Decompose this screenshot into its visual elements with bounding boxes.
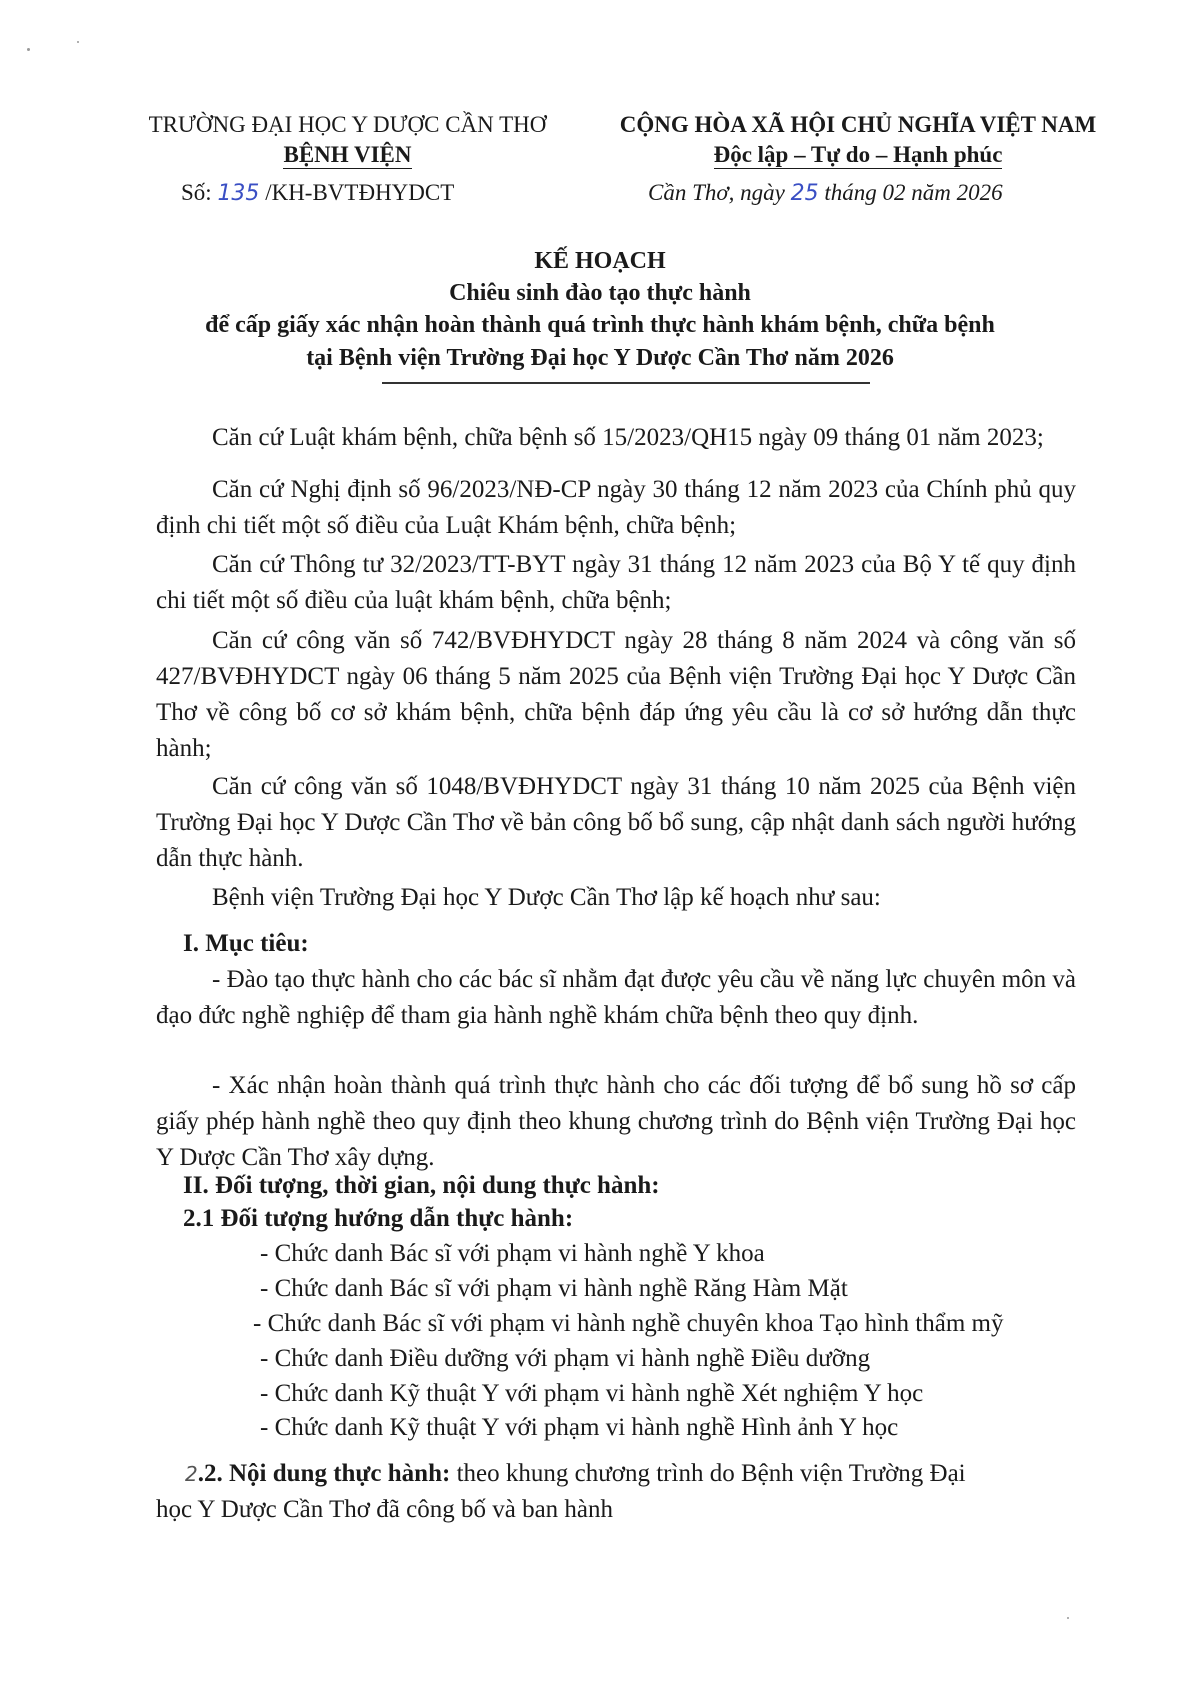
national-motto: Độc lập – Tự do – Hạnh phúc [713, 142, 1003, 167]
date-suffix: tháng 02 năm 2026 [824, 180, 1003, 205]
section-2-2-heading: .2. Nội dung thực hành: [197, 1460, 451, 1487]
header-left [100, 112, 595, 138]
section-2-2-continuation: học Y Dược Cần Thơ đã công bố và ban hành [156, 1496, 614, 1523]
university-name: TRƯỜNG ĐẠI HỌC Y DƯỢC CẦN THƠ [148, 112, 547, 137]
title-divider [382, 382, 870, 384]
date-prefix: Cần Thơ, ngày [648, 180, 785, 205]
section-2-1-heading: 2.1 Đối tượng hướng dẫn thực hành: [183, 1205, 574, 1232]
intro-paragraph [156, 880, 1076, 916]
unit-name-wrap [100, 142, 595, 168]
scan-speck [27, 48, 30, 51]
legal-basis-text: Căn cứ Nghị định số 96/2023/NĐ-CP ngày 30 tháng 12 năm 2023 của Chính phủ quy định chi tiết một số điều của Luật Khám bệnh, chữa bệnh; [156, 476, 1076, 539]
title-line-1: Chiêu sinh đào tạo thực hành [449, 280, 751, 306]
legal-basis-5 [156, 769, 1076, 877]
legal-basis-2 [156, 472, 1076, 544]
nation-name: CỘNG HÒA XÃ HỘI CHỦ NGHĨA VIỆT NAM [619, 112, 1097, 137]
scan-speck [77, 41, 79, 43]
date-day-handwritten: 25 [790, 181, 819, 206]
section-1-heading: I. Mục tiêu: [183, 930, 309, 957]
scan-speck [1067, 1617, 1069, 1619]
section-2-2-handwritten-number: 2 [185, 1462, 198, 1486]
title-line-2: để cấp giấy xác nhận hoàn thành quá trình thực hành khám bệnh, chữa bệnh [205, 312, 995, 338]
doc-number-suffix: /KH-BVTĐHYDCT [265, 180, 455, 205]
section-2-2-text: theo khung chương trình do Bệnh viện Trường Đại [450, 1460, 966, 1487]
legal-basis-text: Căn cứ Luật khám bệnh, chữa bệnh số 15/2023/QH15 ngày 09 tháng 01 năm 2023; [212, 424, 1044, 451]
intro-text: Bệnh viện Trường Đại học Y Dược Cần Thơ lập kế hoạch như sau: [212, 884, 881, 911]
legal-basis-text: Căn cứ Thông tư 32/2023/TT-BYT ngày 31 tháng 12 năm 2023 của Bộ Y tế quy định chi tiết một số điều của luật khám bệnh, chữa bệnh; [156, 551, 1076, 614]
legal-basis-4 [156, 623, 1076, 767]
section-1-item-1 [156, 962, 1076, 1034]
practice-target-item: - Chức danh Điều dưỡng với phạm vi hành nghề Điều dưỡng [260, 1345, 871, 1372]
document-number [181, 180, 454, 206]
legal-basis-text: Căn cứ công văn số 742/BVĐHYDCT ngày 28 tháng 8 năm 2024 và công văn số 427/BVĐHYDCT ngày 06 tháng 5 năm 2025 của Bệnh viện Trường Đại học Y Dược Cần Thơ về công bố cơ sở khám bệnh, chữa bệnh đáp ứng yêu cầu là cơ sở hướng dẫn thực hành; [156, 627, 1076, 762]
objective-text: - Xác nhận hoàn thành quá trình thực hành cho các đối tượng để bổ sung hồ sơ cấp giấy phép hành nghề theo quy định theo khung chương trình do Bệnh viện Trường Đại học Y Dược Cần Thơ xây dựng. [156, 1072, 1076, 1171]
header-right [598, 112, 1118, 138]
doc-number-prefix: Số: [181, 180, 212, 205]
legal-basis-1 [156, 420, 1076, 456]
section-2-2 [185, 1460, 966, 1488]
unit-name: BỆNH VIỆN [283, 142, 412, 167]
legal-basis-3 [156, 547, 1076, 619]
title-line-3: tại Bệnh viện Trường Đại học Y Dược Cần Thơ năm 2026 [306, 345, 894, 371]
section-2-heading: II. Đối tượng, thời gian, nội dung thực hành: [183, 1172, 660, 1199]
section-1-item-2 [156, 1068, 1076, 1176]
practice-target-item: - Chức danh Bác sĩ với phạm vi hành nghề Y khoa [260, 1240, 765, 1267]
doc-type: KẾ HOẠCH [534, 248, 666, 274]
motto-wrap [598, 142, 1118, 168]
place-date [648, 180, 1003, 206]
practice-target-item: - Chức danh Kỹ thuật Y với phạm vi hành nghề Hình ảnh Y học [260, 1414, 899, 1441]
legal-basis-text: Căn cứ công văn số 1048/BVĐHYDCT ngày 31 tháng 10 năm 2025 của Bệnh viện Trường Đại học Y Dược Cần Thơ về bản công bố bổ sung, cập nhật danh sách người hướng dẫn thực hành. [156, 773, 1076, 872]
practice-target-item: - Chức danh Bác sĩ với phạm vi hành nghề Răng Hàm Mặt [260, 1275, 848, 1302]
objective-text: - Đào tạo thực hành cho các bác sĩ nhằm đạt được yêu cầu về năng lực chuyên môn và đạo đức nghề nghiệp để tham gia hành nghề khám chữa bệnh theo quy định. [156, 966, 1076, 1029]
doc-number-handwritten: 135 [217, 181, 260, 206]
practice-target-item: - Chức danh Bác sĩ với phạm vi hành nghề chuyên khoa Tạo hình thẩm mỹ [253, 1310, 1004, 1337]
practice-target-item: - Chức danh Kỹ thuật Y với phạm vi hành nghề Xét nghiệm Y học [260, 1380, 924, 1407]
